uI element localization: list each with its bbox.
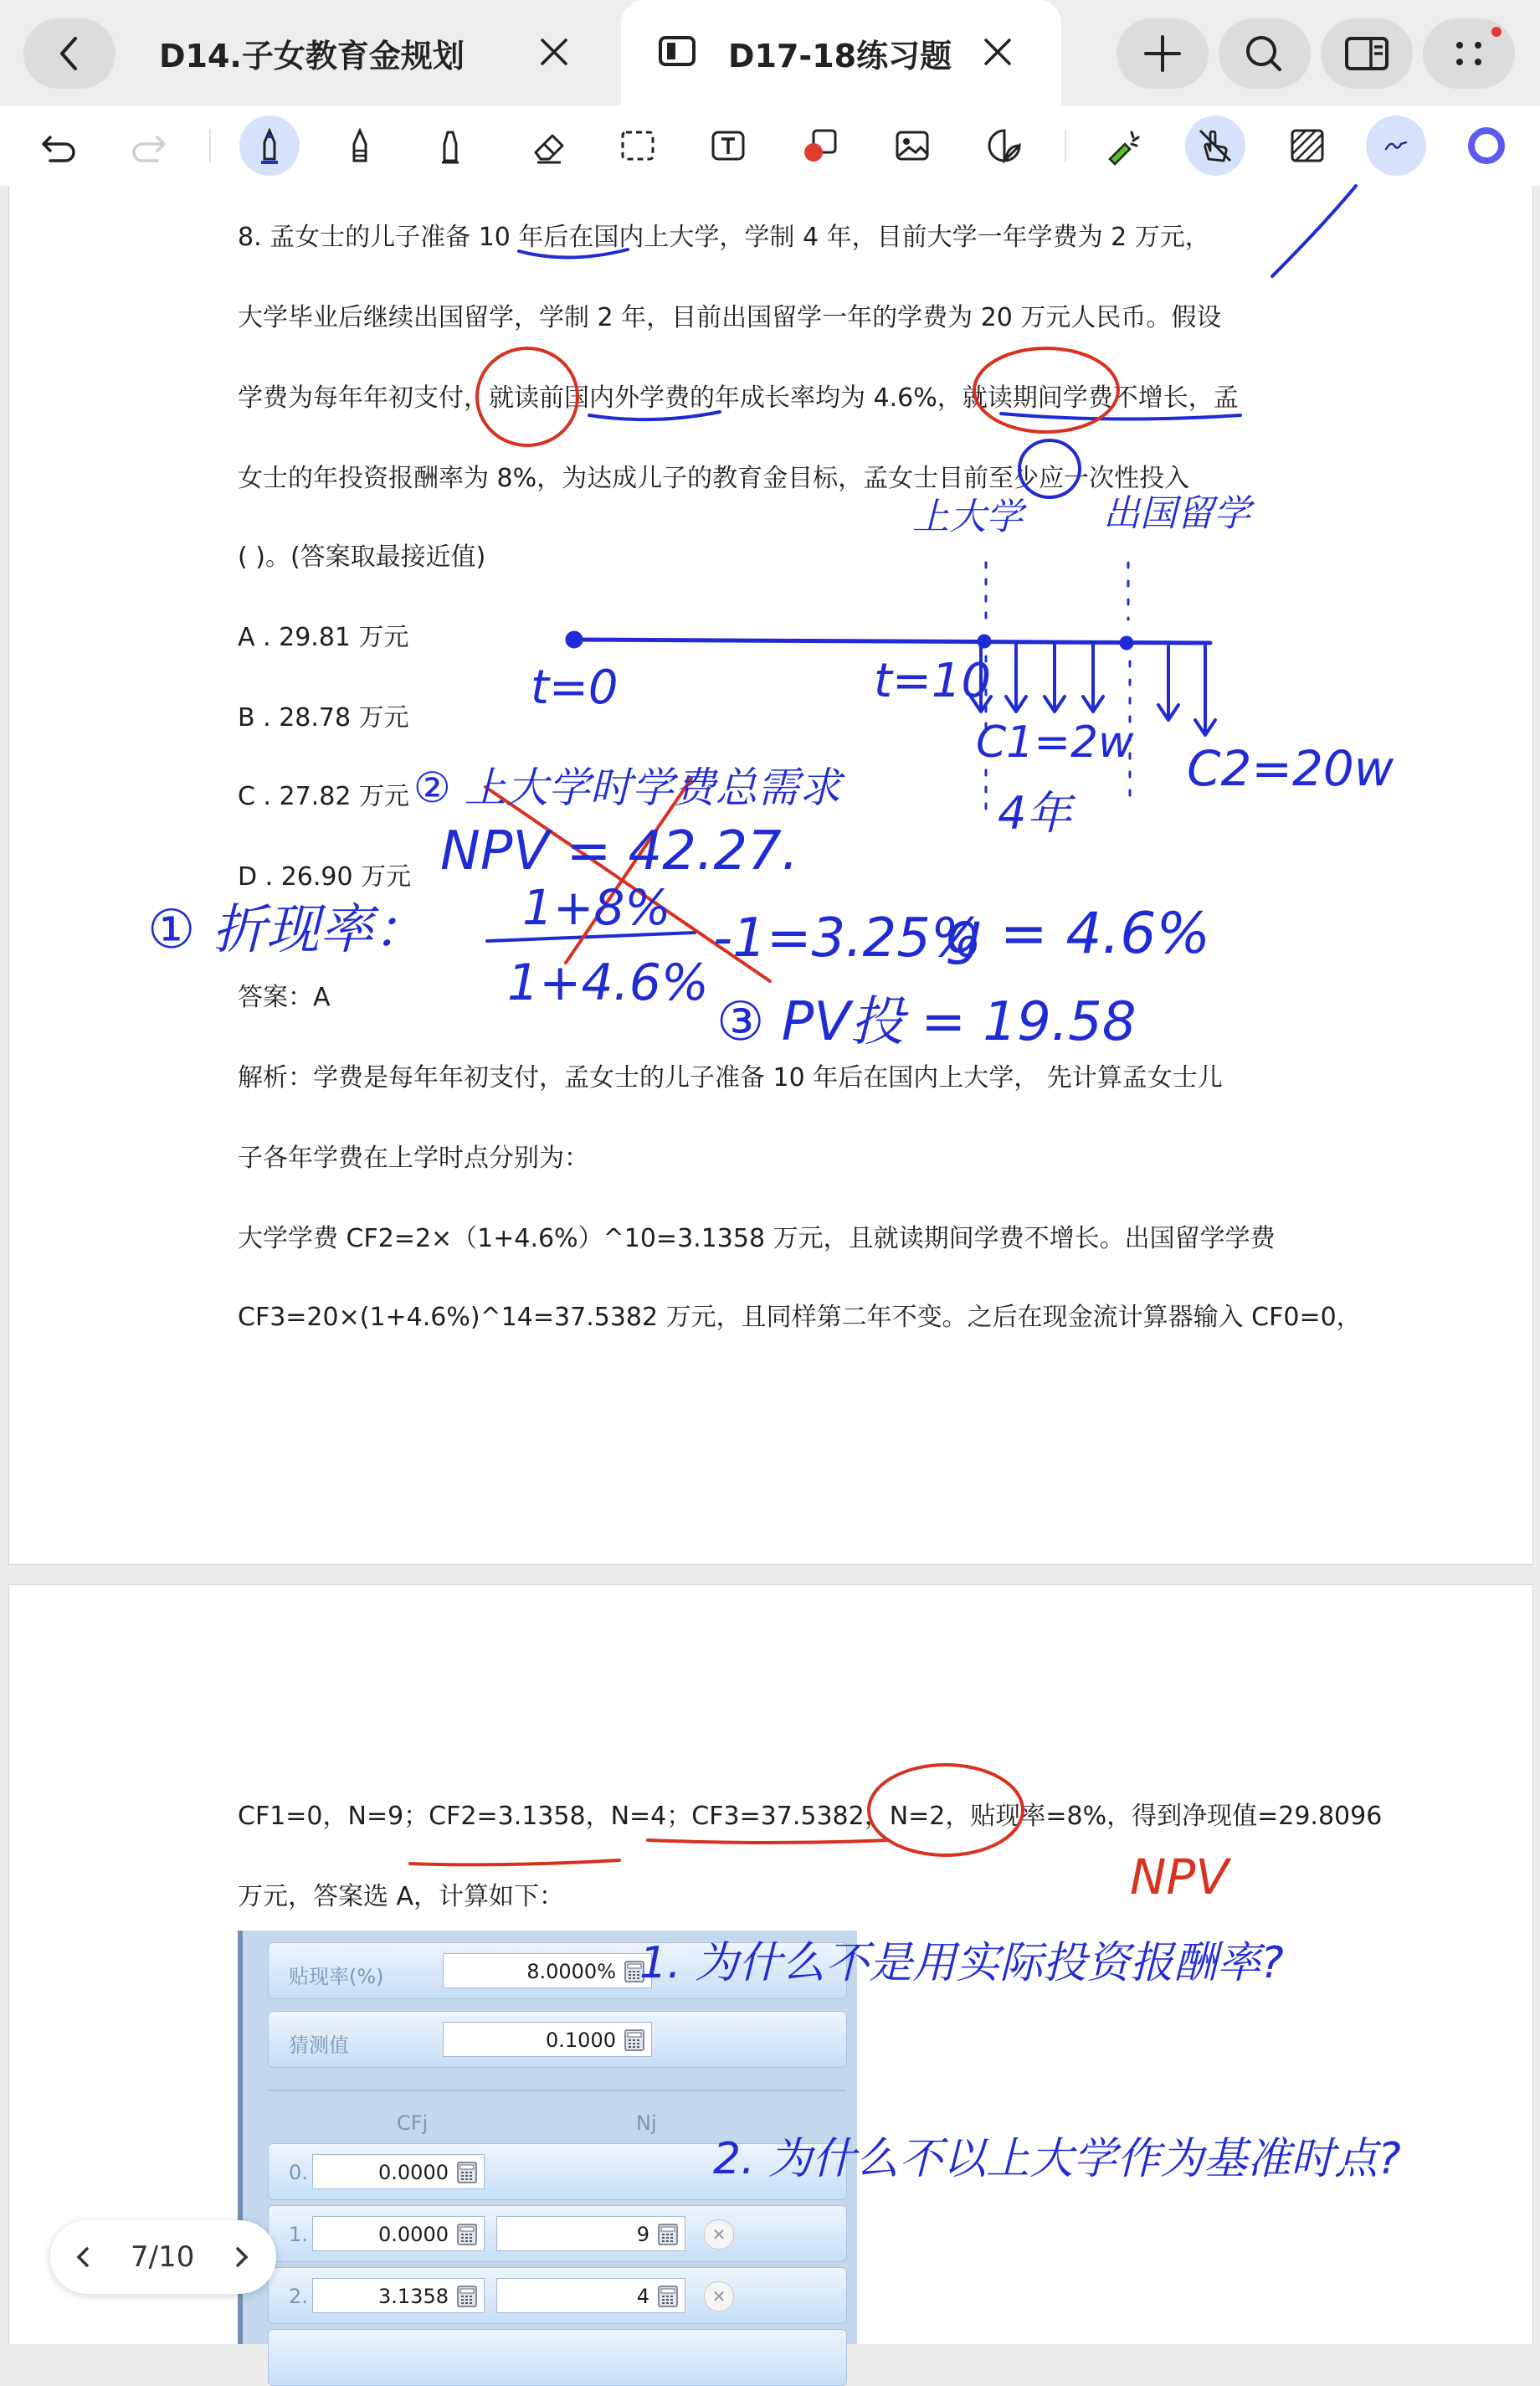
- sticker-icon: [984, 126, 1024, 166]
- guess-value: 0.1000: [546, 2029, 616, 2052]
- handwritten-note: t=10: [874, 654, 992, 708]
- tab-d14[interactable]: [126, 0, 611, 105]
- discount-rate-label: 贴现率(%): [289, 1965, 384, 1988]
- text-box-tool[interactable]: [698, 116, 758, 176]
- row-index: 2.: [289, 2285, 308, 2308]
- hand-draw-toggle-icon: [1195, 126, 1235, 166]
- more-menu-button[interactable]: [1423, 18, 1515, 89]
- cashflow-row: [268, 2205, 847, 2262]
- highlighter-icon: [430, 126, 470, 166]
- column-header-cfj: CFj: [397, 2111, 429, 2135]
- shapes-icon: [800, 126, 840, 166]
- drawing-toolbar: [0, 105, 1540, 187]
- pattern-fill-icon: [1287, 126, 1327, 166]
- handwritten-note: NPV: [1130, 1849, 1229, 1905]
- cf-field: [312, 2278, 485, 2313]
- split-view-icon: [1321, 18, 1413, 89]
- question-line: 女士的年投资报酬率为 8%，为达成儿子的教育金目标，孟女士目前至少应一次性投入: [238, 464, 1190, 493]
- delete-row-icon: ✕: [704, 2281, 734, 2311]
- analysis-line: 万元，答案选 A，计算如下：: [238, 1882, 565, 1911]
- handwritten-note: 上大学: [912, 496, 1023, 538]
- tab-label: D14.子女教育金规划: [159, 38, 465, 75]
- guess-label: 猜测值: [289, 2034, 349, 2057]
- calculator-icon: [455, 2285, 479, 2308]
- n-field: [496, 2278, 685, 2313]
- cf-field: [312, 2154, 485, 2189]
- handwritten-note: 1+8%: [522, 879, 671, 936]
- row-index: 1.: [289, 2223, 308, 2246]
- handwritten-note: g = 4.6%: [946, 901, 1211, 967]
- new-tab-button[interactable]: [1116, 18, 1209, 89]
- hand-draw-toggle[interactable]: [1185, 116, 1245, 176]
- row-index: 0.: [289, 2161, 308, 2184]
- handwritten-note: ① 折现率：: [147, 899, 427, 961]
- highlighter-tool[interactable]: [420, 116, 480, 176]
- undo-button[interactable]: [28, 116, 89, 176]
- question-line: 大学毕业后继续出国留学，学制 2 年，目前出国留学一年的学费为 20 万元人民币。假设: [238, 303, 1222, 332]
- n-value: 4: [636, 2285, 649, 2308]
- calculator-icon: [455, 2161, 479, 2184]
- cf-value: 0.0000: [378, 2223, 449, 2246]
- close-icon[interactable]: [536, 33, 572, 70]
- image-tool[interactable]: [882, 116, 942, 176]
- handwritten-note: -1=3.25%: [713, 908, 982, 969]
- cashflow-calculator-image: [238, 1931, 857, 2344]
- text-box-icon: [708, 126, 748, 166]
- chevron-left-icon[interactable]: [65, 2239, 102, 2275]
- sticker-tool[interactable]: [974, 116, 1034, 176]
- shapes-tool[interactable]: [790, 116, 850, 176]
- redo-icon: [129, 126, 169, 166]
- handwritten-note: C1=2w: [976, 717, 1134, 768]
- calculator-icon: [455, 2223, 479, 2246]
- handwritten-note: 2. 为什么不以上大学作为基准时点?: [713, 2134, 1401, 2184]
- stroke-style-icon: [1376, 126, 1416, 166]
- question-line: ( )。(答案取最接近值): [238, 543, 486, 572]
- discount-rate-row: [268, 1942, 847, 1999]
- pen-tool[interactable]: [239, 116, 300, 176]
- eraser-tool[interactable]: [517, 116, 578, 176]
- plus-icon: [1116, 18, 1209, 89]
- analysis-line: 解析：学费是每年年初支付，孟女士的儿子准备 10 年后在国内上大学， 先计算孟女士儿: [238, 1063, 1223, 1093]
- pattern-fill-tool[interactable]: [1277, 116, 1337, 176]
- lasso-tool[interactable]: [608, 116, 668, 176]
- color-picker[interactable]: [1456, 116, 1517, 176]
- back-button[interactable]: [23, 18, 116, 89]
- redo-button[interactable]: [119, 116, 179, 176]
- calculator-icon: [623, 1960, 646, 1983]
- handwritten-note: ② 上大学时学费总需求: [413, 764, 841, 812]
- handwritten-note: 4年: [998, 787, 1072, 840]
- calculator-icon: [656, 2285, 680, 2308]
- option-a: A . 29.81 万元: [238, 623, 409, 652]
- question-line: 学费为每年年初支付，就读前国内外学费的年成长率均为 4.6%，就读期间学费不增长，孟: [238, 383, 1239, 413]
- handwritten-note: C2=20w: [1187, 740, 1394, 797]
- calculator-icon: [623, 2029, 646, 2052]
- option-c: C . 27.82 万元: [238, 782, 409, 811]
- analysis-line: 大学学费 CF2=2×（1+4.6%）^10=3.1358 万元，且就读期间学费不增长。出国留学学费: [238, 1224, 1276, 1253]
- cf-field: [312, 2216, 485, 2251]
- option-d: D . 26.90 万元: [238, 862, 412, 892]
- page-number[interactable]: 7/10: [131, 2240, 195, 2274]
- handwritten-note: t=0: [531, 661, 619, 715]
- lasso-select-icon: [618, 126, 658, 166]
- eraser-icon: [527, 126, 567, 166]
- more-dots-icon: [1423, 18, 1515, 89]
- analysis-line: CF1=0，N=9；CF2=3.1358，N=4；CF3=37.5382，N=2，贴现率=8%，得到净现值=29.8096: [238, 1802, 1383, 1831]
- discount-rate-field: [443, 1953, 652, 1988]
- handwritten-note: ③ PV投 = 19.58: [716, 991, 1137, 1053]
- handwritten-note: 1. 为什么不是用实际投资报酬率?: [639, 1938, 1284, 1988]
- tab-bar: [0, 0, 1540, 105]
- calculator-icon: [656, 2223, 680, 2246]
- undo-icon: [38, 126, 79, 166]
- handwritten-note: 出国留学: [1103, 492, 1250, 535]
- page-navigator: [50, 2220, 276, 2294]
- laser-pointer-tool[interactable]: [1093, 116, 1153, 176]
- column-header-nj: Nj: [636, 2111, 657, 2135]
- chevron-right-icon[interactable]: [223, 2239, 259, 2275]
- tab-label: D17-18练习题: [728, 38, 952, 75]
- guess-field: [443, 2022, 652, 2057]
- analysis-line: CF3=20×(1+4.6%)^14=37.5382 万元，且同样第二年不变。之后在现金流计算器输入 CF0=0，: [238, 1303, 1362, 1332]
- close-icon[interactable]: [979, 33, 1016, 70]
- split-view-button[interactable]: [1321, 18, 1413, 89]
- document-icon: [658, 35, 696, 67]
- cf-value: 0.0000: [378, 2161, 449, 2184]
- delete-row-icon: ✕: [704, 2219, 734, 2250]
- analysis-line: 子各年学费在上学时点分别为：: [238, 1144, 589, 1173]
- fountain-pen-tool[interactable]: [330, 116, 390, 176]
- fountain-pen-icon: [340, 126, 380, 166]
- cashflow-row: [268, 2143, 847, 2200]
- search-icon: [1219, 18, 1311, 89]
- n-field: [496, 2216, 685, 2251]
- laser-pointer-icon: [1103, 126, 1143, 166]
- tab-d17-active[interactable]: [621, 0, 1061, 105]
- cashflow-row: [268, 2267, 847, 2324]
- question-line: 8. 孟女士的儿子准备 10 年后在国内上大学，学制 4 年，目前大学一年学费为 2 万元，: [238, 223, 1210, 252]
- pen-icon: [249, 126, 290, 166]
- guess-row: [268, 2011, 847, 2068]
- handwritten-note: NPV = 42.27.: [440, 820, 799, 882]
- chevron-left-icon: [23, 18, 116, 89]
- cashflow-row: [268, 2329, 847, 2386]
- option-b: B . 28.78 万元: [238, 703, 409, 733]
- discount-rate-value: 8.0000%: [526, 1960, 616, 1983]
- n-value: 9: [636, 2223, 649, 2246]
- search-button[interactable]: [1219, 18, 1311, 89]
- stroke-style-tool[interactable]: [1366, 116, 1426, 176]
- handwritten-note: 1+4.6%: [507, 954, 709, 1012]
- image-icon: [892, 126, 932, 166]
- cf-value: 3.1358: [378, 2285, 449, 2308]
- color-circle-icon: [1466, 126, 1507, 166]
- answer-line: 答案：A: [238, 983, 331, 1012]
